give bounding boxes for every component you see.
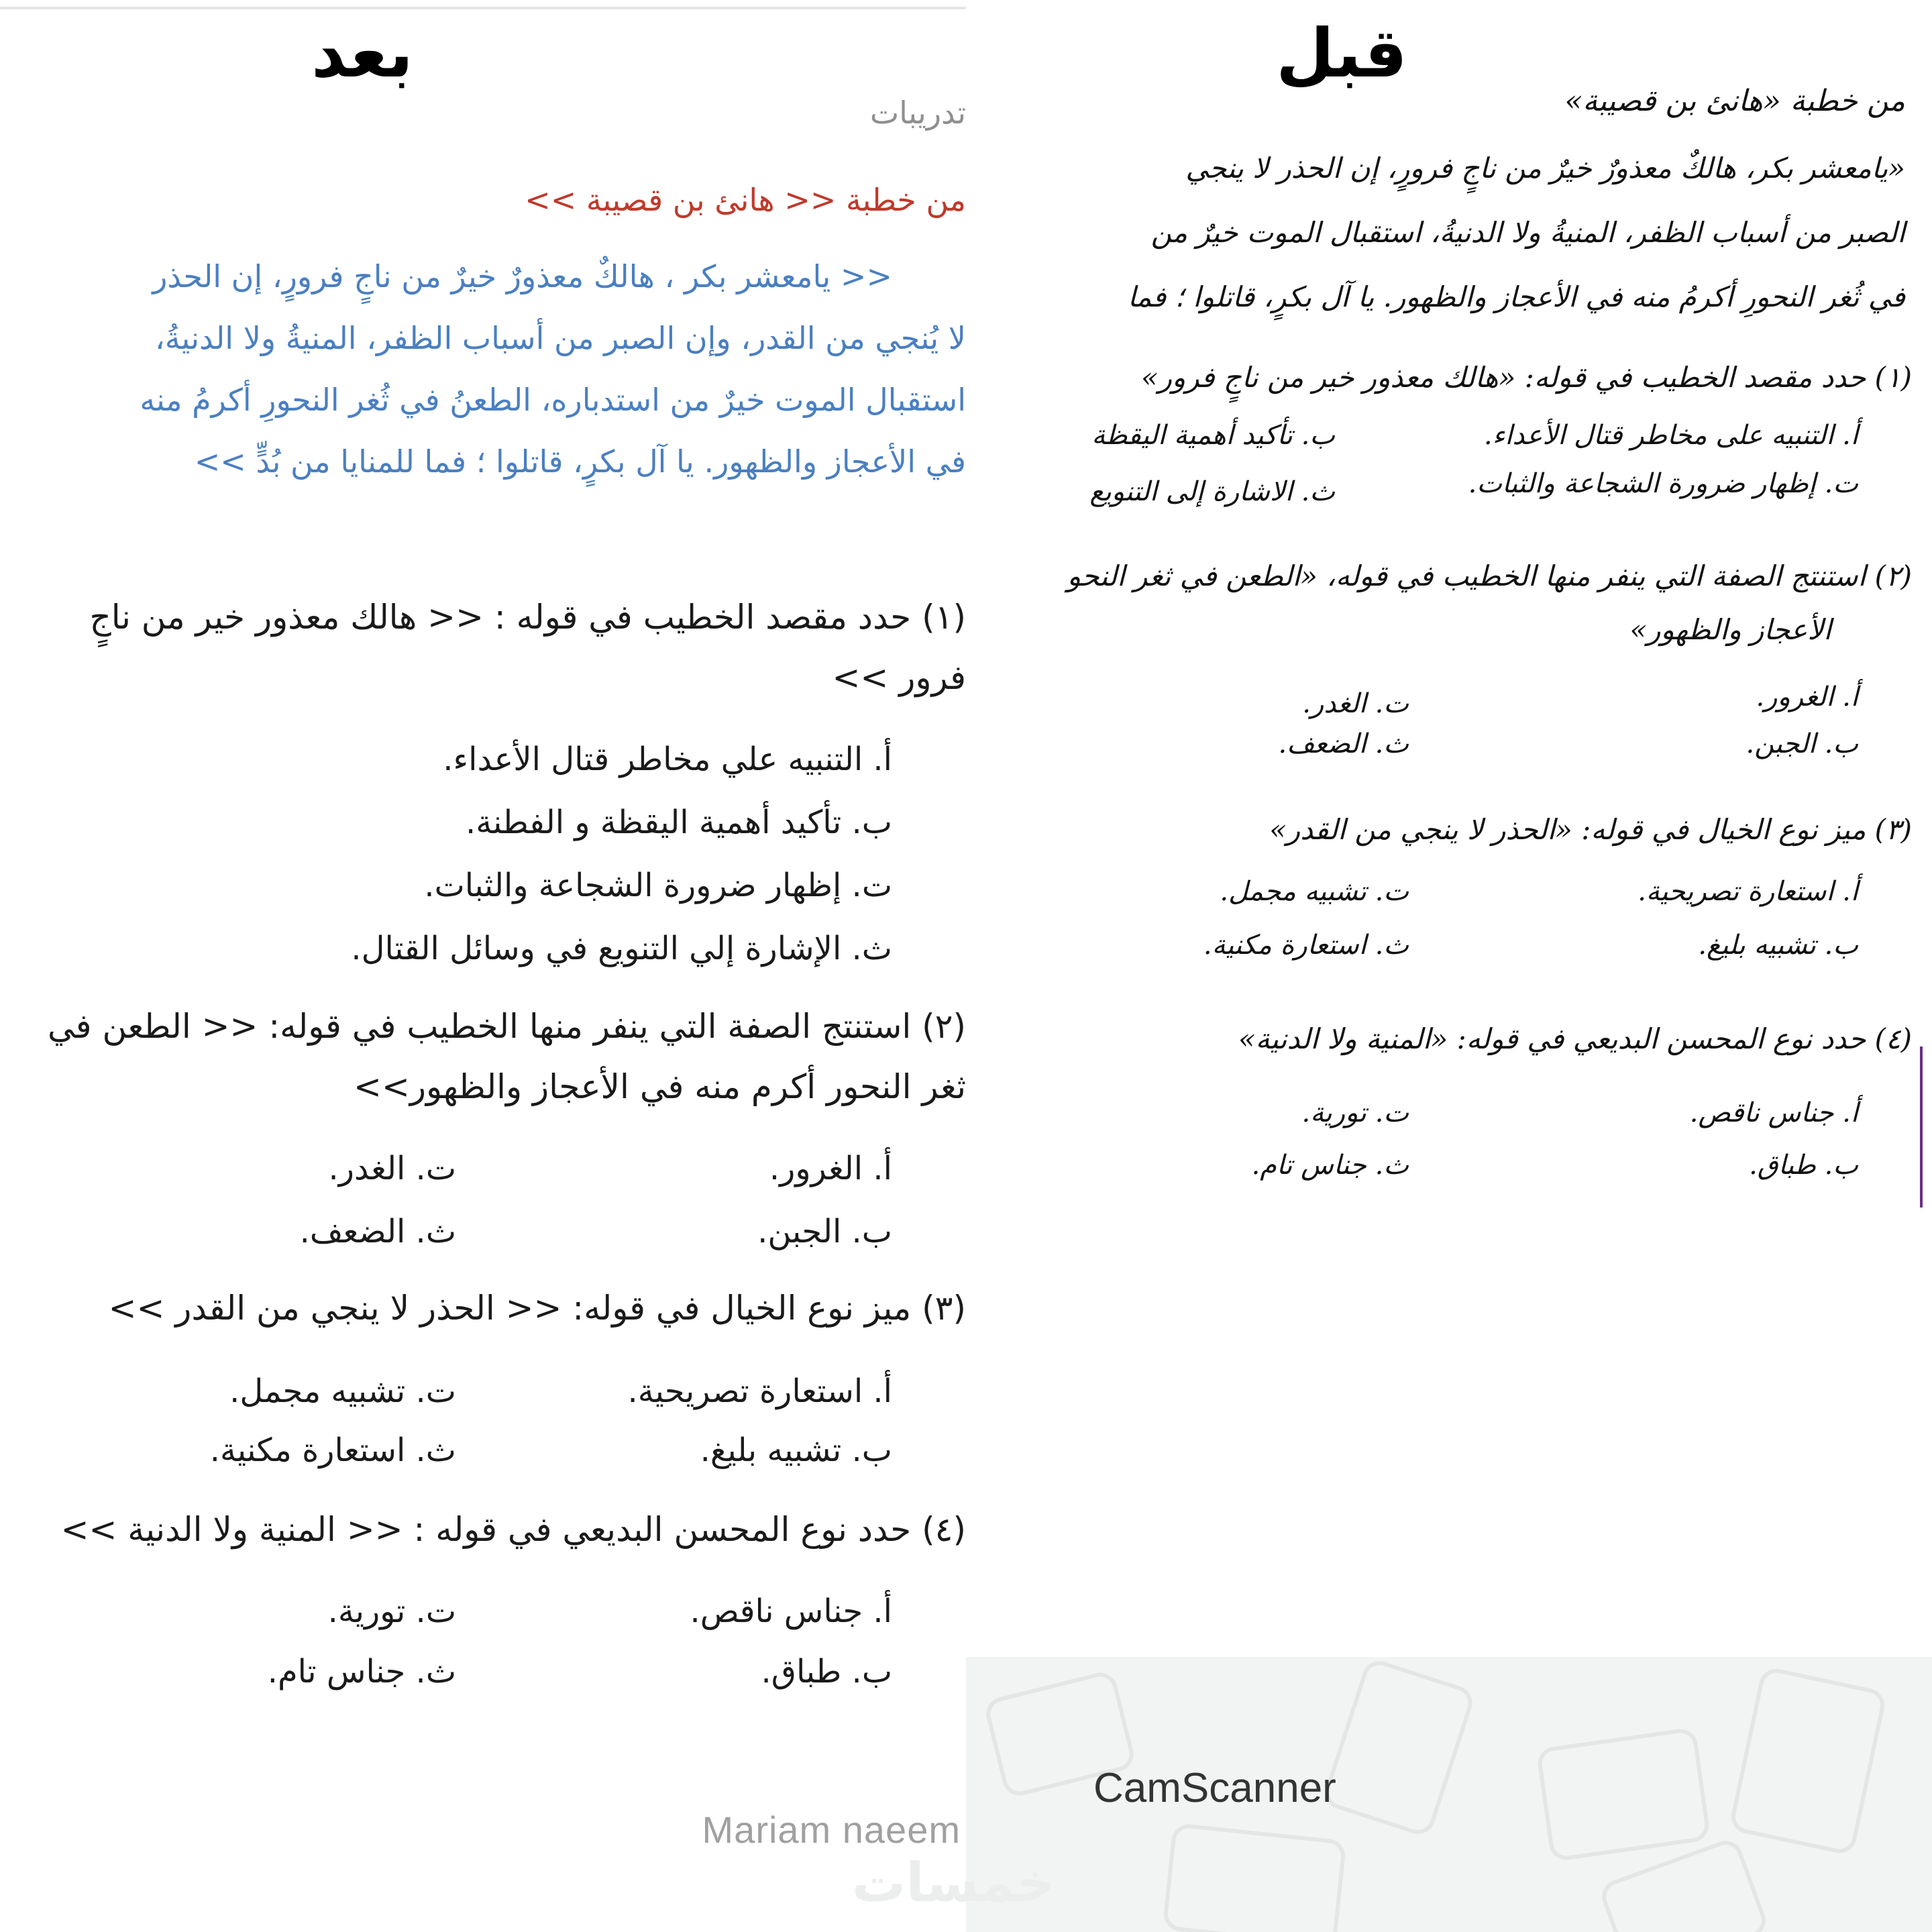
question-3: (٣) ميز نوع الخيال في قوله: << الحذر لا ينجي من القدر >>	[108, 1289, 966, 1328]
option-d: ث. استعارة مكنية.	[1203, 930, 1409, 961]
question-2-cont: ثغر النحور أكرم منه في الأعجاز والظهور>>	[354, 1067, 966, 1106]
question-2-cont: الأعجاز والظهور»	[1629, 613, 1831, 646]
question-1-cont: فرور >>	[832, 658, 966, 697]
option-c: ت. إظهار ضرورة الشجاعة والثبات.	[424, 867, 892, 904]
author-watermark: Mariam naeem	[702, 1809, 961, 1851]
question-3: (٣) ميز نوع الخيال في قوله: «الحذر لا ينجي من القدر»	[1269, 813, 1912, 846]
before-heading: قبل	[1276, 14, 1407, 93]
quote-line: في ثُغر النحورِ أكرمُ منه في الأعجاز والظهور. يا آل بكرٍ، قاتلوا ؛ فما	[1128, 280, 1905, 313]
option-d: ث. الاشارة إلى التنويع	[1089, 476, 1335, 507]
option-c: ت. تشبيه مجمل.	[229, 1373, 456, 1410]
option-a: أ. جناس ناقص.	[690, 1593, 892, 1630]
option-a: أ. الغرور.	[1756, 682, 1858, 712]
option-d: ث. جناس تام.	[267, 1653, 456, 1690]
option-a: أ. استعارة تصريحية.	[627, 1373, 892, 1410]
pattern-shape	[1728, 1666, 1888, 1856]
question-4: (٤) حدد نوع المحسن البديعي في قوله : << المنية ولا الدنية >>	[60, 1510, 966, 1549]
option-a: أ. التنبيه علي مخاطر قتال الأعداء.	[443, 741, 892, 778]
scanner-footer	[966, 1657, 1932, 1932]
option-d: ث. الضعف.	[299, 1213, 456, 1250]
option-d: ث. الإشارة إلي التنويع في وسائل القتال.	[351, 930, 892, 967]
section-label: تدريبات	[869, 95, 966, 131]
option-c: ت. تشبيه مجمل.	[1220, 876, 1409, 907]
option-b: ب. تشبيه بليغ.	[700, 1432, 892, 1469]
option-b: ب. الجبن.	[1746, 729, 1858, 759]
option-d: ث. جناس تام.	[1251, 1150, 1409, 1181]
speech-source: من خطبة «هانئ بن قصيبة»	[1564, 84, 1905, 118]
top-divider	[0, 7, 966, 9]
site-watermark: خمسات	[852, 1851, 1056, 1914]
quote-line: «يامعشر بكر، هالكٌ معذورٌ خيرٌ من ناجٍ فرورٍ، إن الحذر لا ينجي	[1185, 152, 1905, 184]
option-b: ب. تشبيه بليغ.	[1698, 930, 1858, 961]
question-1: (١) حدد مقصد الخطيب في قوله: «هالك معذور خير من ناجٍ فرور»	[1141, 361, 1912, 394]
option-b: ب. الجبن.	[757, 1213, 892, 1250]
option-a: أ. استعارة تصريحية.	[1638, 876, 1858, 907]
camscanner-label: CamScanner	[1093, 1765, 1336, 1811]
pattern-shape	[1321, 1657, 1477, 1839]
speech-source: من خطبة << هانئ بن قصيبة >>	[525, 182, 966, 218]
option-b: ب. تأكيد أهمية اليقظة و الفطنة.	[466, 804, 892, 841]
option-a: أ. الغرور.	[769, 1150, 892, 1187]
question-2: (٢) استنتج الصفة التي ينفر منها الخطيب في قوله: << الطعن في	[47, 1007, 966, 1046]
before-panel	[966, 0, 1932, 1932]
option-d: ث. الضعف.	[1278, 729, 1409, 759]
option-c: ت. إظهار ضرورة الشجاعة والثبات.	[1468, 468, 1858, 499]
question-2: (٢) استنتج الصفة التي ينفر منها الخطيب في قوله، «الطعن في ثغر النحو	[1067, 559, 1912, 592]
option-b: ب. تأكيد أهمية اليقظة	[1091, 420, 1335, 451]
option-b: ب. طباق.	[1749, 1150, 1858, 1181]
option-c: ت. الغدر.	[1302, 688, 1409, 719]
option-c: ت. الغدر.	[328, 1150, 456, 1187]
option-d: ث. استعارة مكنية.	[209, 1432, 456, 1469]
question-4: (٤) حدد نوع المحسن البديعي في قوله: «المنية ولا الدنية»	[1238, 1022, 1912, 1055]
quote-line: استقبال الموت خيرٌ من استدباره، الطعنُ في ثُغر النحورِ أكرمُ منه	[140, 382, 966, 418]
quote-line: لا يُنجي من القدر، وإن الصبر من أسباب الظفر، المنيةُ ولا الدنيةُ،	[154, 320, 966, 356]
after-heading: بعد	[311, 14, 413, 93]
scan-edge-mark	[1920, 1046, 1923, 1208]
option-b: ب. طباق.	[761, 1653, 892, 1690]
option-c: ت. تورية.	[327, 1593, 456, 1630]
option-c: ت. تورية.	[1301, 1097, 1409, 1128]
option-a: أ. جناس ناقص.	[1689, 1097, 1858, 1128]
option-a: أ. التنبيه على مخاطر قتال الأعداء.	[1483, 420, 1858, 451]
quote-line: << يامعشر بكر ، هالكٌ معذورٌ خيرٌ من ناجٍ فرورٍ، إن الحذر	[152, 258, 892, 294]
pattern-shape	[1536, 1727, 1711, 1862]
quote-line: الصبر من أسباب الظفر، المنيةُ ولا الدنيةُ، استقبال الموت خيرٌ من	[1150, 216, 1905, 249]
question-1: (١) حدد مقصد الخطيب في قوله : << هالك معذور خير من ناجٍ	[89, 598, 966, 637]
quote-line: في الأعجاز والظهور. يا آل بكرٍ، قاتلوا ؛ فما للمنايا من بُدٍّ >>	[194, 443, 966, 480]
pattern-shape	[1162, 1823, 1346, 1932]
